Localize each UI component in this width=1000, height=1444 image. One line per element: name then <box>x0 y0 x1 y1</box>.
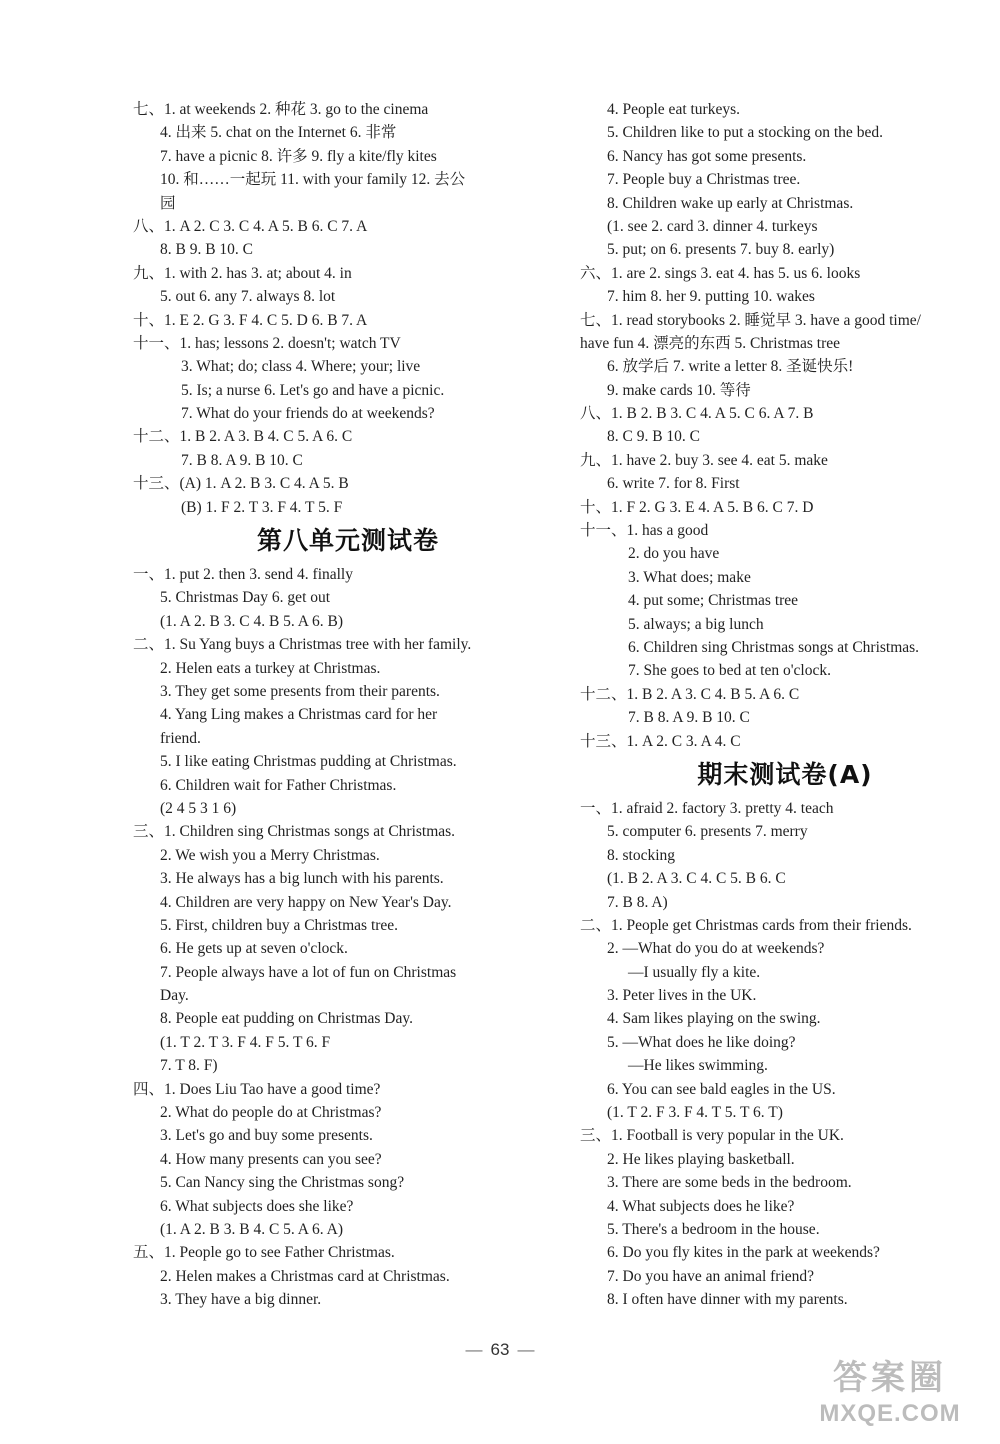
answer-line: 7. have a picnic 8. 许多 9. fly a kite/fly kites <box>160 147 437 165</box>
answer-line: Day. <box>160 987 189 1005</box>
answer-line: 4. How many presents can you see? <box>160 1150 382 1168</box>
answer-line: 7. Do you have an animal friend? <box>607 1267 815 1285</box>
answer-line: 6. Do you fly kites in the park at weekends? <box>607 1244 880 1262</box>
answer-line: 5. First, children buy a Christmas tree. <box>160 916 399 934</box>
answer-line: 5. —What does he like doing? <box>607 1033 796 1051</box>
answer-line: 6. write 7. for 8. First <box>607 475 740 493</box>
left-column <box>133 98 563 1312</box>
answer-line: 二、1. People get Christmas cards from their friends. <box>580 916 912 934</box>
answer-line: 3. What does; make <box>628 568 751 586</box>
answer-line: 十一、1. has; lessons 2. doesn't; watch TV <box>133 334 401 352</box>
answer-line: 三、1. Children sing Christmas songs at Christmas. <box>133 823 456 841</box>
answer-line: 7. B 8. A 9. B 10. C <box>181 451 303 469</box>
answer-line: 4. What subjects does he like? <box>607 1197 795 1215</box>
answer-line: (B) 1. F 2. T 3. F 4. T 5. F <box>181 498 343 516</box>
answer-line: 十三、(A) 1. A 2. B 3. C 4. A 5. B <box>133 475 349 493</box>
answer-line: 2. Helen eats a turkey at Christmas. <box>160 659 381 677</box>
answer-line: 3. He always has a big lunch with his parents. <box>160 870 444 888</box>
answer-line: 8. Children wake up early at Christmas. <box>607 194 854 212</box>
answer-line: 6. What subjects does she like? <box>160 1197 354 1215</box>
answer-line: have fun 4. 漂亮的东西 5. Christmas tree <box>580 334 841 352</box>
right-column <box>580 98 990 1312</box>
answer-line: 5. put; on 6. presents 7. buy 8. early) <box>607 241 835 259</box>
answer-line: friend. <box>160 729 201 747</box>
answer-line: 3. Let's go and buy some presents. <box>160 1127 373 1145</box>
answer-line: 7. him 8. her 9. putting 10. wakes <box>607 288 815 306</box>
answer-line: 8. People eat pudding on Christmas Day. <box>160 1010 413 1028</box>
answer-line: 7. People always have a lot of fun on Christmas <box>160 963 457 981</box>
footer-dash-right: — <box>517 1340 535 1359</box>
answer-line: 5. computer 6. presents 7. merry <box>607 823 808 841</box>
footer-dash-left: — <box>465 1340 483 1359</box>
answer-line: 8. C 9. B 10. C <box>607 428 701 446</box>
answer-line: 七、1. at weekends 2. 种花 3. go to the cinema <box>133 101 429 118</box>
answer-line: 4. Yang Ling makes a Christmas card for her <box>160 706 438 724</box>
answer-line: —He likes swimming. <box>628 1057 768 1075</box>
answer-line: 5. Is; a nurse 6. Let's go and have a picnic. <box>181 381 445 399</box>
answer-line: 3. Peter lives in the UK. <box>607 987 757 1005</box>
answer-line: 6. Children wait for Father Christmas. <box>160 776 397 794</box>
answer-line: 5. Can Nancy sing the Christmas song? <box>160 1174 405 1192</box>
answer-line: 5. I like eating Christmas pudding at Christmas. <box>160 753 457 771</box>
answer-line: 4. 出来 5. chat on the Internet 6. 非常 <box>160 124 397 142</box>
answer-line: 2. —What do you do at weekends? <box>607 940 825 958</box>
answer-line: 3. They have a big dinner. <box>160 1291 322 1309</box>
answer-line: 三、1. Football is very popular in the UK. <box>580 1127 844 1145</box>
answer-line: 七、1. read storybooks 2. 睡觉早 3. have a good time/ <box>580 311 921 329</box>
answer-line: 6. You can see bald eagles in the US. <box>607 1080 836 1098</box>
watermark-url: MXQE.COM <box>819 1400 961 1427</box>
answer-line: (1. A 2. B 3. B 4. C 5. A 6. A) <box>160 1220 344 1238</box>
answer-line: 10. 和……一起玩 11. with your family 12. 去公 <box>160 171 466 189</box>
answer-line: 7. People buy a Christmas tree. <box>607 171 801 189</box>
answer-line: 八、1. B 2. B 3. C 4. A 5. C 6. A 7. B <box>580 405 814 423</box>
answer-line: 6. Children sing Christmas songs at Christmas. <box>628 638 920 656</box>
answer-line: 6. He gets up at seven o'clock. <box>160 940 348 958</box>
answer-line: 园 <box>160 194 176 212</box>
answer-line: 十一、1. has a good <box>580 522 709 540</box>
answer-line: 4. People eat turkeys. <box>607 101 741 118</box>
answer-line: 一、1. afraid 2. factory 3. pretty 4. teach <box>580 799 834 817</box>
section-heading: 期末测试卷(A) <box>697 759 873 789</box>
answer-line: 2. What do people do at Christmas? <box>160 1104 382 1122</box>
answer-line: (2 4 5 3 1 6) <box>160 799 237 817</box>
answer-line: 5. Children like to put a stocking on the bed. <box>607 124 883 142</box>
answer-line: 八、1. A 2. C 3. C 4. A 5. B 6. C 7. A <box>133 217 368 235</box>
answer-line: 一、1. put 2. then 3. send 4. finally <box>133 566 353 584</box>
answer-line: 5. There's a bedroom in the house. <box>607 1220 820 1238</box>
answer-line: 7. She goes to bed at ten o'clock. <box>628 662 831 680</box>
answer-line: 九、1. have 2. buy 3. see 4. eat 5. make <box>580 451 828 469</box>
answer-line: 6. 放学后 7. write a letter 8. 圣诞快乐! <box>607 358 854 376</box>
answer-line: 2. He likes playing basketball. <box>607 1150 795 1168</box>
answer-line: (1. see 2. card 3. dinner 4. turkeys <box>607 217 818 235</box>
answer-line: 五、1. People go to see Father Christmas. <box>133 1244 395 1262</box>
section-heading: 第八单元测试卷 <box>256 526 439 556</box>
answer-line: 7. What do your friends do at weekends? <box>181 405 435 423</box>
page-number: 63 <box>490 1340 510 1359</box>
answer-line: 4. Sam likes playing on the swing. <box>607 1010 821 1028</box>
watermark-logo <box>790 1356 990 1436</box>
answer-line: 六、1. are 2. sings 3. eat 4. has 5. us 6. looks <box>580 264 861 282</box>
answer-line: 3. What; do; class 4. Where; your; live <box>181 358 421 376</box>
answer-line: (1. B 2. A 3. C 4. C 5. B 6. C <box>607 870 786 888</box>
answer-line: 十、1. E 2. G 3. F 4. C 5. D 6. B 7. A <box>133 311 368 329</box>
answer-line: (1. A 2. B 3. C 4. B 5. A 6. B) <box>160 612 344 630</box>
answer-line: 四、1. Does Liu Tao have a good time? <box>133 1080 381 1098</box>
answer-line: 9. make cards 10. 等待 <box>607 381 751 399</box>
answer-line: (1. T 2. T 3. F 4. F 5. T 6. F <box>160 1033 331 1051</box>
answer-line: 8. I often have dinner with my parents. <box>607 1291 848 1309</box>
answer-line: 7. T 8. F) <box>160 1057 218 1075</box>
answer-line: 3. They get some presents from their parents. <box>160 682 440 700</box>
answer-line: 8. stocking <box>607 846 676 864</box>
answer-line: 十、1. F 2. G 3. E 4. A 5. B 6. C 7. D <box>580 498 814 516</box>
answer-line: 十三、1. A 2. C 3. A 4. C <box>580 732 741 750</box>
answer-line: 二、1. Su Yang buys a Christmas tree with her family. <box>133 636 472 654</box>
answer-line: 3. There are some beds in the bedroom. <box>607 1174 852 1192</box>
answer-line: 6. Nancy has got some presents. <box>607 147 807 165</box>
answer-line: 5. Christmas Day 6. get out <box>160 589 331 607</box>
answer-line: —I usually fly a kite. <box>628 963 761 981</box>
answer-line: 2. do you have <box>628 545 720 563</box>
answer-line: 8. B 9. B 10. C <box>160 241 254 259</box>
answer-line: 7. B 8. A) <box>607 893 668 911</box>
answer-line: 5. out 6. any 7. always 8. lot <box>160 288 336 306</box>
answer-line: 4. put some; Christmas tree <box>628 592 799 610</box>
answer-line: 九、1. with 2. has 3. at; about 4. in <box>133 264 352 282</box>
answer-line: 2. Helen makes a Christmas card at Christmas. <box>160 1267 450 1285</box>
answer-line: 十二、1. B 2. A 3. C 4. B 5. A 6. C <box>580 685 800 703</box>
answer-line: 2. We wish you a Merry Christmas. <box>160 846 380 864</box>
answer-line: 4. Children are very happy on New Year's Day. <box>160 893 452 911</box>
watermark-title: 答案圈 <box>833 1358 947 1398</box>
answer-line: 7. B 8. A 9. B 10. C <box>628 709 750 727</box>
answer-line: 十二、1. B 2. A 3. B 4. C 5. A 6. C <box>133 428 353 446</box>
answer-line: 5. always; a big lunch <box>628 615 764 633</box>
answer-line: (1. T 2. F 3. F 4. T 5. T 6. T) <box>607 1104 783 1122</box>
